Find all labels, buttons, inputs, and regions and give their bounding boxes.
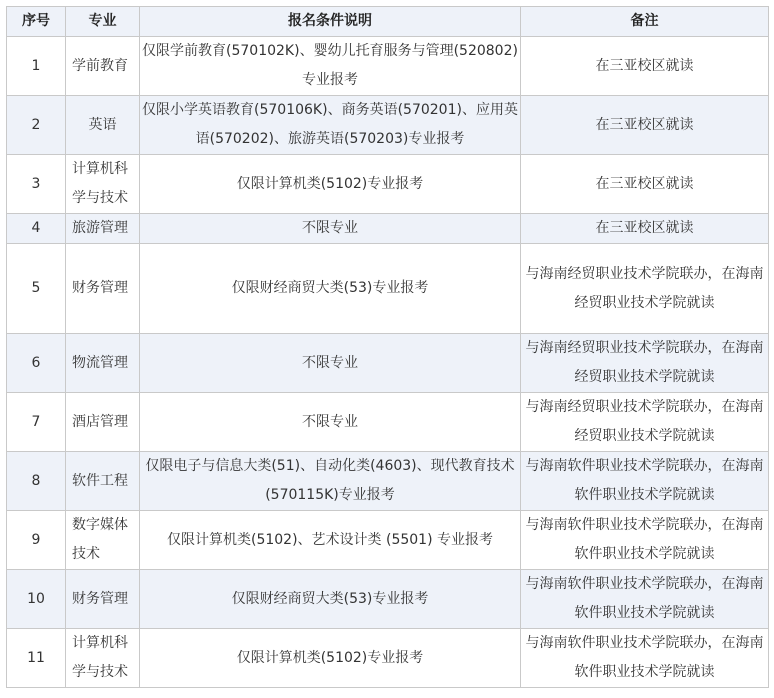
row-condition: 仅限小学英语教育(570106K)、商务英语(570201)、应用英语(570202)、旅游英语(570203)专业报考 [140,96,521,155]
row-condition: 仅限计算机类(5102)专业报考 [140,629,521,688]
table-row [7,334,769,393]
row-no: 6 [7,334,66,393]
table-header-row [7,7,769,37]
table-row [7,570,769,629]
table-row [7,511,769,570]
row-note: 与海南经贸职业技术学院联办，在海南经贸职业技术学院就读 [521,334,769,393]
row-note: 与海南软件职业技术学院联办，在海南软件职业技术学院就读 [521,629,769,688]
row-note: 与海南软件职业技术学院联办，在海南软件职业技术学院就读 [521,511,769,570]
row-note: 与海南经贸职业技术学院联办，在海南经贸职业技术学院就读 [521,393,769,452]
row-note: 在三亚校区就读 [521,37,769,96]
row-condition: 不限专业 [140,393,521,452]
row-note: 在三亚校区就读 [521,214,769,244]
row-note: 与海南经贸职业技术学院联办，在海南经贸职业技术学院就读 [521,244,769,334]
table-row [7,452,769,511]
table-row [7,37,769,96]
row-note: 在三亚校区就读 [521,96,769,155]
table-row [7,244,769,334]
row-no: 8 [7,452,66,511]
row-note: 在三亚校区就读 [521,155,769,214]
row-condition: 仅限计算机类(5102)、艺术设计类 (5501) 专业报考 [140,511,521,570]
row-condition: 不限专业 [140,214,521,244]
row-no: 9 [7,511,66,570]
row-major: 学前教育 [66,37,140,96]
row-major: 计算机科学与技术 [66,629,140,688]
table-row [7,393,769,452]
row-major: 计算机科学与技术 [66,155,140,214]
row-no: 7 [7,393,66,452]
row-no: 2 [7,96,66,155]
row-major: 酒店管理 [66,393,140,452]
row-condition: 仅限电子与信息大类(51)、自动化类(4603)、现代教育技术(570115K)专业报考 [140,452,521,511]
header-no: 序号 [7,7,66,37]
row-major: 数字媒体技术 [66,511,140,570]
admission-table [6,6,769,688]
row-note: 与海南软件职业技术学院联办，在海南软件职业技术学院就读 [521,570,769,629]
row-condition: 仅限财经商贸大类(53)专业报考 [140,244,521,334]
row-major: 软件工程 [66,452,140,511]
row-no: 5 [7,244,66,334]
row-condition: 仅限财经商贸大类(53)专业报考 [140,570,521,629]
row-no: 3 [7,155,66,214]
header-major: 专业 [66,7,140,37]
row-condition: 仅限计算机类(5102)专业报考 [140,155,521,214]
row-note: 与海南软件职业技术学院联办，在海南软件职业技术学院就读 [521,452,769,511]
table-row [7,214,769,244]
row-major: 旅游管理 [66,214,140,244]
table-row [7,96,769,155]
row-condition: 仅限学前教育(570102K)、婴幼儿托育服务与管理(520802) 专业报考 [140,37,521,96]
row-no: 4 [7,214,66,244]
row-major: 财务管理 [66,244,140,334]
table-row [7,155,769,214]
row-condition: 不限专业 [140,334,521,393]
row-major: 英语 [66,96,140,155]
row-no: 1 [7,37,66,96]
header-condition: 报名条件说明 [140,7,521,37]
row-no: 10 [7,570,66,629]
header-note: 备注 [521,7,769,37]
table-row [7,629,769,688]
row-major: 财务管理 [66,570,140,629]
row-no: 11 [7,629,66,688]
row-major: 物流管理 [66,334,140,393]
